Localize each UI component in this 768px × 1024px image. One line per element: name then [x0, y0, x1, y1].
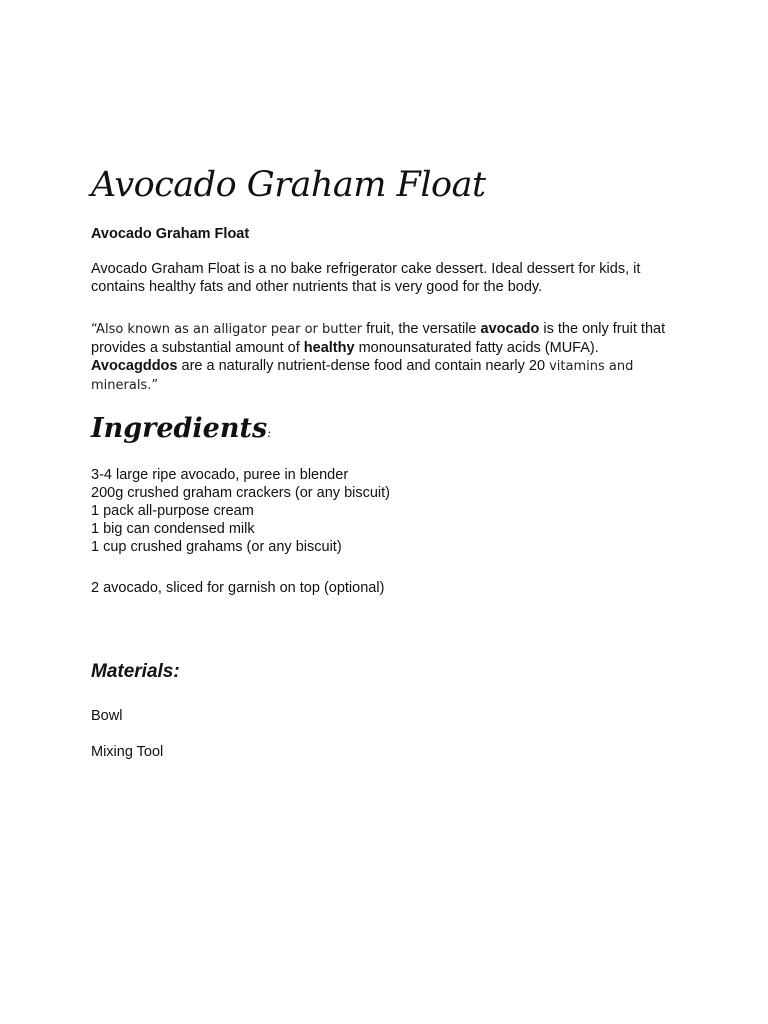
garnish-note: 2 avocado, sliced for garnish on top (optional): [91, 580, 385, 596]
ingredients-heading-colon: :: [267, 426, 272, 440]
document-title: Avocado Graham Float: [91, 165, 486, 205]
ingredients-heading: [91, 411, 271, 451]
material-item-bowl: Bowl: [91, 708, 123, 724]
quote-text-1: “Also known as an alligator pear or butter: [91, 322, 363, 337]
quote-bold-healthy: healthy: [303, 340, 355, 356]
quote-text-4: monounsaturated fatty acids (MUFA).: [354, 340, 599, 356]
quote-bold-avocado: avocado: [480, 321, 540, 337]
intro-paragraph: Avocado Graham Float is a no bake refrigerator cake dessert. Ideal dessert for kids, it contains healthy fats and other nutrients that is very good for the body.: [91, 261, 641, 295]
material-item-mixing-tool: Mixing Tool: [91, 744, 164, 760]
ingredients-list: [91, 466, 390, 556]
quote-text-2: fruit, the versatile: [362, 321, 481, 337]
materials-heading: Materials:: [91, 661, 180, 682]
quote-paragraph: [91, 320, 681, 395]
list-item: 200g crushed graham crackers (or any biscuit): [91, 485, 390, 501]
list-item: 3-4 large ripe avocado, puree in blender: [91, 467, 349, 483]
quote-text-5: are a naturally nutrient-dense food and contain nearly 20: [177, 358, 550, 374]
quote-text-6: vitamins and minerals.”: [91, 359, 634, 393]
list-item: 1 cup crushed grahams (or any biscuit): [91, 539, 342, 555]
quote-bold-avocagddos: Avocagddos: [91, 358, 178, 374]
list-item: 1 big can condensed milk: [91, 521, 255, 537]
recipe-subtitle: Avocado Graham Float: [91, 226, 250, 242]
ingredients-heading-text: Ingredients: [91, 413, 268, 444]
quote-text-3: is the only fruit that provides a substantial amount of: [91, 321, 666, 356]
list-item: 1 pack all-purpose cream: [91, 503, 254, 519]
